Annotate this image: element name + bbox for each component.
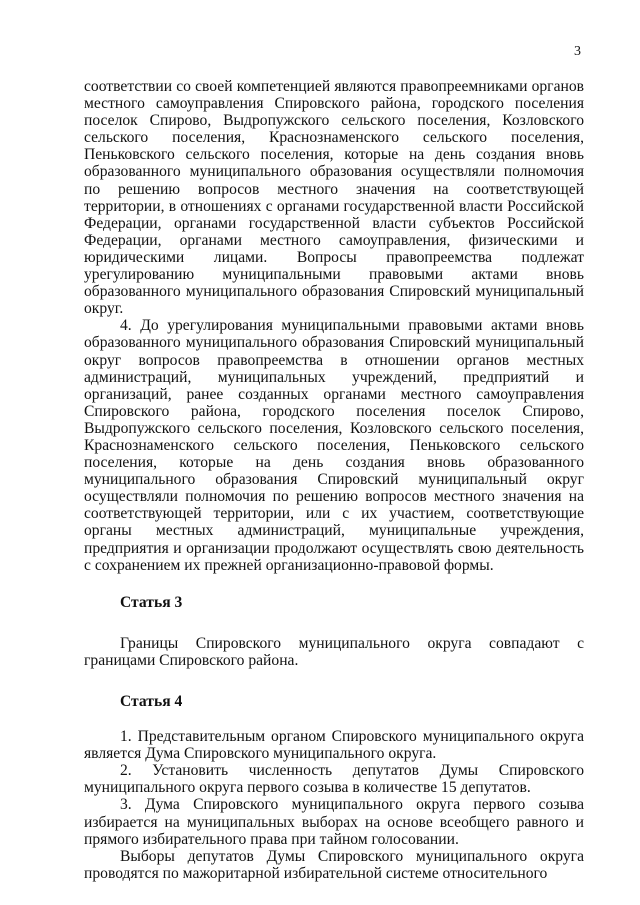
article-4-elections-paragraph: Выборы депутатов Думы Спировского муниципального округа проводятся по мажоритарной избирательной системе относительного [84,847,584,882]
document-body [84,78,584,882]
article-3-text: Границы Спировского муниципального округа совпадают с границами Спировского района. [84,634,584,669]
article-4-item-1: 1. Представительным органом Спировского муниципального округа является Дума Спировского муниципального округа. [84,728,584,763]
paragraph-continuation: соответствии со своей компетенцией являются правопреемниками органов местного самоуправления Спировского района, городского поселения поселок Спирово, Выдропужского сельского поселения, Козловского сельского поселения, Краснознаменского сельского поселения, Пеньковского сельского поселения, которые на день создания вновь образованного муниципального образования осуществляли полномочия по решению вопросов местного значения на соответствующей территории, в отношениях с органами государственной власти Российской Федерации, органами государственной власти субъектов Российской Федерации, органами местного самоуправления, физическими и юридическими лицами. Вопросы правопреемства подлежат урегулированию муниципальными правовыми актами вновь образованного муниципального образования Спировский муниципальный округ. [84,78,584,318]
article-4-heading: Статья 4 [120,693,183,710]
page-number: 3 [574,44,581,59]
article-4-item-2: 2. Установить численность депутатов Думы Спировского муниципального округа первого созыва в количестве 15 депутатов. [84,762,584,797]
paragraph-item-4: 4. До урегулирования муниципальными правовыми актами вновь образованного муниципального образования Спировский муниципальный округ вопросов правопреемства в отношении органов местных администраций, муниципальных учреждений, предприятий и организаций, ранее созданных органами местного самоуправления Спировского района, городского поселения поселок Спирово, Выдропужского сельского поселения, Козловского сельского поселения, Краснознаменского сельского поселения, Пеньковского сельского поселения, которые на день создания вновь образованного муниципального образования Спировский муниципальный округ осуществляли полномочия по решению вопросов местного значения на соответствующей территории, или с их участием, соответствующие органы местных администраций, муниципальные учреждения, предприятия и организации продолжают осуществлять свою деятельность с сохранением их прежней организационно-правовой формы. [84,317,584,574]
article-4-item-3: 3. Дума Спировского муниципального округа первого созыва избирается на муниципальных выборах на основе всеобщего равного и прямого избирательного права при тайном голосовании. [84,796,584,848]
article-3-heading: Статья 3 [120,593,183,611]
